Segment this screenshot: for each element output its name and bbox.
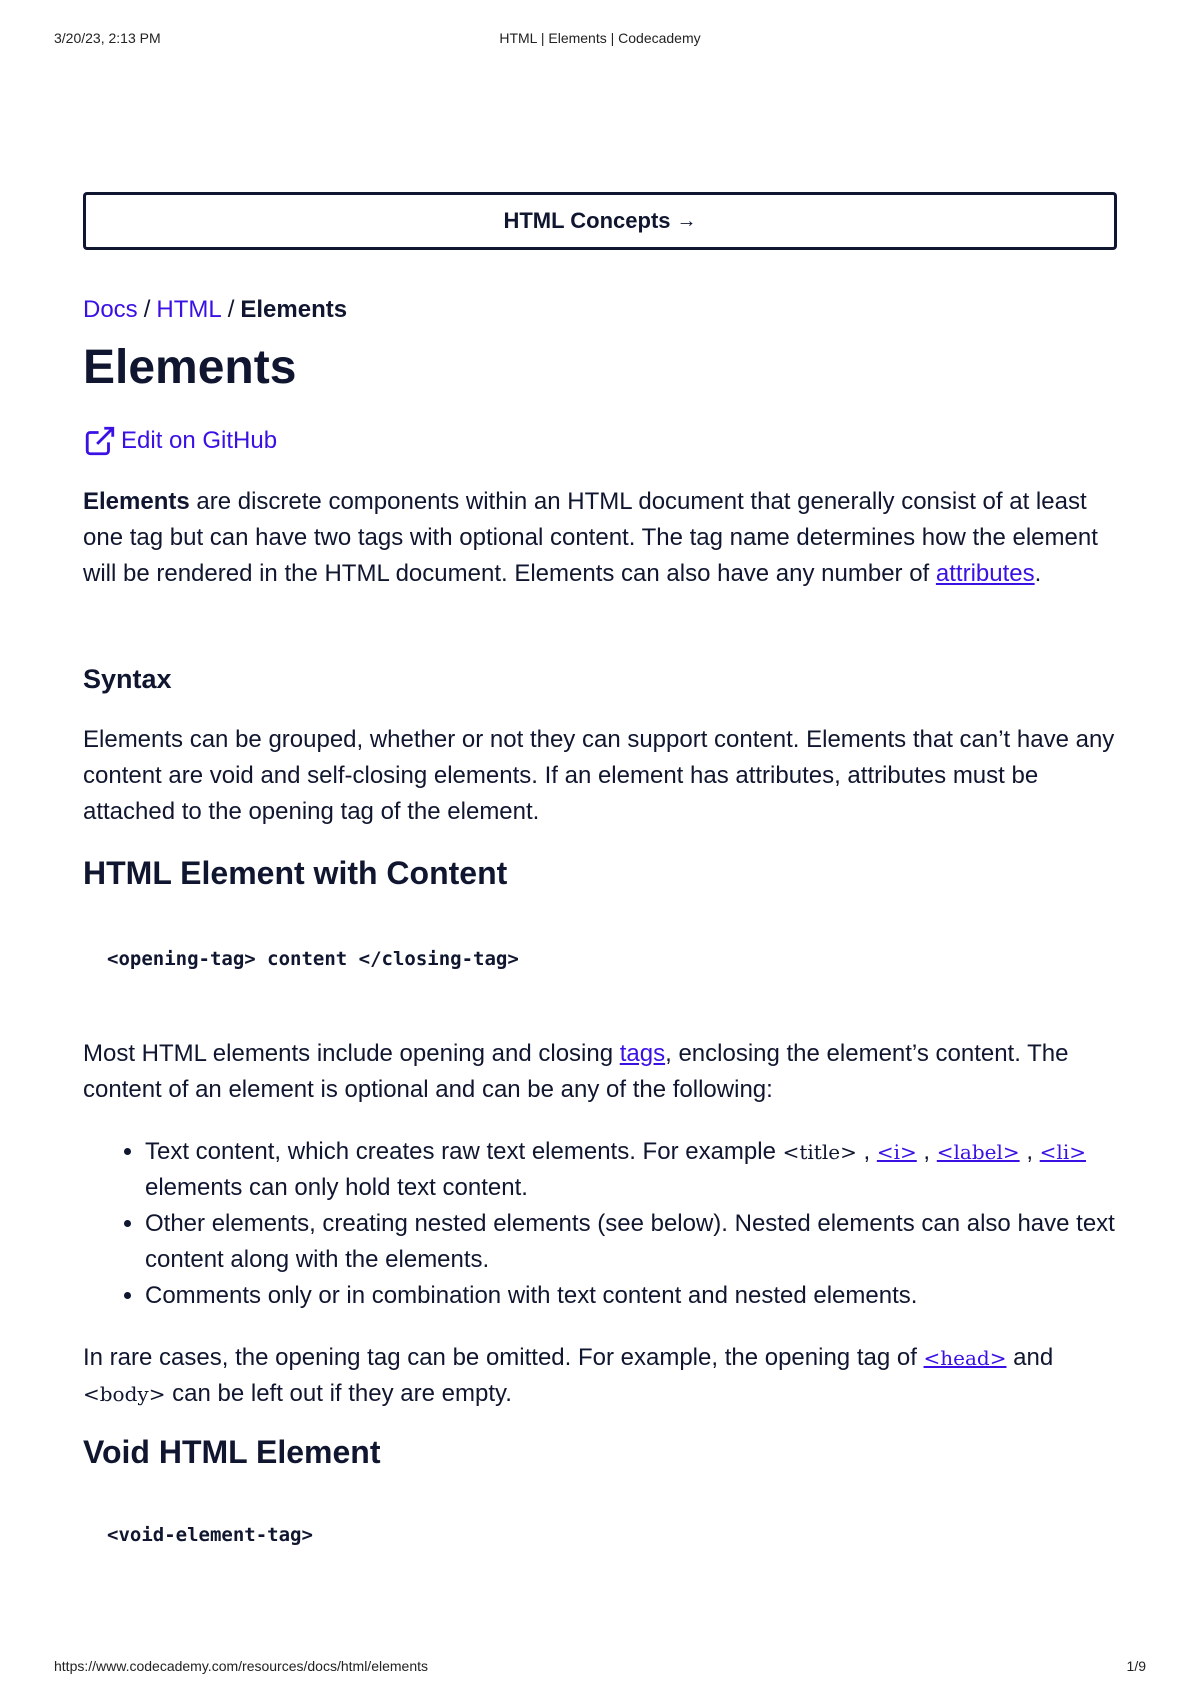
print-header [54, 30, 1146, 50]
arrow-right-icon: → [676, 209, 697, 232]
external-link-icon [83, 424, 117, 458]
print-page-number: 1/9 [1126, 1658, 1146, 1674]
print-doc-title: HTML | Elements | Codecademy [499, 30, 701, 46]
void-element-heading: Void HTML Element [83, 1434, 381, 1470]
edit-on-github-link[interactable] [83, 424, 277, 458]
print-footer [54, 1658, 1146, 1678]
intro-bold-term: Elements [83, 488, 190, 515]
content-types-list [111, 1134, 1145, 1314]
breadcrumb-separator: / [143, 296, 151, 323]
breadcrumb-html-link[interactable]: HTML [156, 296, 222, 323]
breadcrumb-docs-link[interactable]: Docs [83, 296, 138, 323]
syntax-paragraph: Elements can be grouped, whether or not they can support content. Elements that can’t have any content are void and self-closing elements. If an element has attributes, attributes must be attached to the opening tag of the element. [83, 726, 1115, 825]
list-item: • Other elements, creating nested elements (see below). Nested elements can also have text content along with the elements. [145, 1206, 1145, 1278]
breadcrumb-separator: / [227, 296, 235, 323]
rare-text: can be left out if they are empty. [165, 1380, 512, 1407]
content-text: Most HTML elements include opening and closing [83, 1040, 620, 1067]
list-item-text: elements can only hold text content. [145, 1174, 528, 1201]
content-paragraph [83, 1036, 1123, 1108]
content-text: , enclosing the element’s content. The content of an element is optional and can be any of the following: [83, 1040, 1069, 1103]
li-tag-link[interactable]: <li> [1039, 1140, 1086, 1164]
body-tag-ref: <body> [83, 1382, 166, 1406]
list-item: • Comments only or in combination with text content and nested elements. [145, 1278, 1145, 1314]
i-tag-link[interactable]: <i> [876, 1140, 917, 1164]
rare-text: In rare cases, the opening tag can be omitted. For example, the opening tag of [83, 1344, 924, 1371]
attributes-link[interactable]: attributes [935, 560, 1035, 587]
title-tag-ref: <title> [782, 1140, 857, 1164]
syntax-heading: Syntax [83, 664, 172, 694]
intro-paragraph [83, 484, 1123, 592]
print-url: https://www.codecademy.com/resources/docs/html/elements [54, 1658, 429, 1674]
rare-cases-paragraph [83, 1340, 1123, 1412]
separator: , [1019, 1138, 1040, 1165]
label-tag-link[interactable]: <label> [936, 1140, 1020, 1164]
element-with-content-heading: HTML Element with Content [83, 855, 508, 891]
edit-on-github-label: Edit on GitHub [121, 427, 278, 454]
html-concepts-button[interactable] [83, 192, 1117, 250]
html-concepts-label: HTML Concepts [503, 208, 671, 233]
list-item [145, 1134, 1145, 1206]
print-datetime: 3/20/23, 2:13 PM [54, 30, 161, 46]
tags-link[interactable]: tags [619, 1040, 666, 1067]
code-snippet: <void-element-tag> [107, 1524, 313, 1546]
code-snippet: <opening-tag> content </closing-tag> [107, 948, 519, 970]
page-title: Elements [83, 341, 297, 394]
list-item-text: Text content, which creates raw text elements. For example [145, 1138, 783, 1165]
rare-text: and [1006, 1344, 1054, 1371]
head-tag-link[interactable]: <head> [923, 1346, 1007, 1370]
separator: , [916, 1138, 937, 1165]
breadcrumb [83, 296, 347, 324]
intro-end: . [1034, 560, 1042, 587]
breadcrumb-current: Elements [240, 296, 348, 323]
intro-text: are discrete components within an HTML document that generally consist of at least one tag but can have two tags with optional content. The tag name determines how the element will be rendered in the HTML document. Elements can also have any number of [83, 488, 1098, 587]
separator: , [856, 1138, 877, 1165]
